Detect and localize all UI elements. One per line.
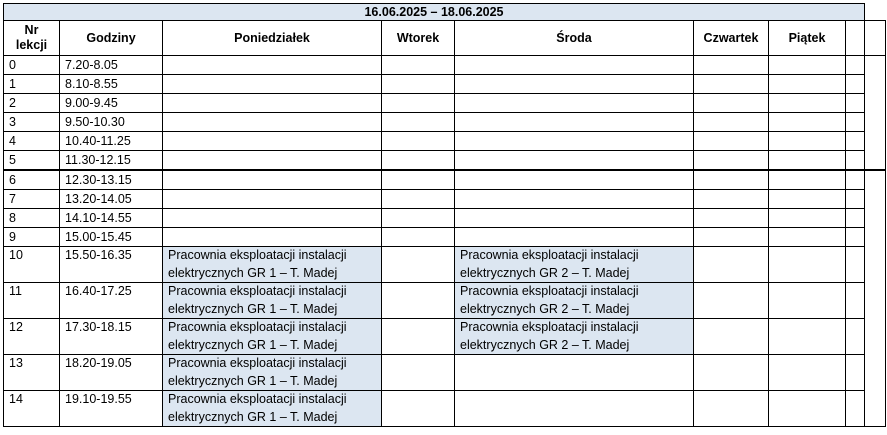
extra-cell-1 [846, 75, 865, 94]
cell-sroda: Pracownia eksploatacji instalacji elektrycznych GR 2 – T. Madej [455, 319, 694, 355]
extra-cell-1 [846, 355, 865, 391]
lesson-number: 0 [4, 56, 60, 75]
cell-wtorek [382, 190, 455, 209]
extra-col-2 [865, 21, 886, 56]
lesson-hours: 9.00-9.45 [60, 94, 163, 113]
table-row [4, 190, 886, 209]
header-sroda: Środa [455, 21, 694, 56]
lesson-number: 3 [4, 113, 60, 132]
lesson-hours: 8.10-8.55 [60, 75, 163, 94]
cell-sroda [455, 132, 694, 151]
table-row [4, 209, 886, 228]
cell-sroda: Pracownia eksploatacji instalacji elektrycznych GR 2 – T. Madej [455, 247, 694, 283]
header-godziny: Godziny [60, 21, 163, 56]
cell-czwartek [694, 247, 769, 283]
date-row [4, 4, 886, 21]
cell-poniedzialek: Pracownia eksploatacji instalacji elektrycznych GR 1 – T. Madej [163, 247, 382, 283]
cell-czwartek [694, 75, 769, 94]
extra-col-1 [846, 21, 865, 56]
cell-piatek [769, 151, 846, 171]
cell-czwartek [694, 209, 769, 228]
cell-czwartek [694, 190, 769, 209]
cell-czwartek [694, 56, 769, 75]
table-row [4, 228, 886, 247]
cell-sroda [455, 113, 694, 132]
header-poniedzialek: Poniedziałek [163, 21, 382, 56]
cell-wtorek [382, 391, 455, 427]
cell-czwartek [694, 132, 769, 151]
cell-sroda [455, 56, 694, 75]
cell-wtorek [382, 170, 455, 190]
cell-sroda [455, 190, 694, 209]
cell-piatek [769, 113, 846, 132]
header-nr: Nr lekcji [4, 21, 60, 56]
cell-piatek [769, 94, 846, 113]
extra-cell-2 [865, 170, 886, 427]
lesson-number: 10 [4, 247, 60, 283]
lesson-hours: 12.30-13.15 [60, 170, 163, 190]
cell-poniedzialek [163, 113, 382, 132]
cell-poniedzialek [163, 75, 382, 94]
cell-piatek [769, 391, 846, 427]
lesson-hours: 19.10-19.55 [60, 391, 163, 427]
header-wtorek: Wtorek [382, 21, 455, 56]
lesson-number: 6 [4, 170, 60, 190]
cell-wtorek [382, 94, 455, 113]
header-czwartek: Czwartek [694, 21, 769, 56]
lesson-number: 2 [4, 94, 60, 113]
header-piatek: Piątek [769, 21, 846, 56]
cell-poniedzialek [163, 94, 382, 113]
cell-czwartek [694, 170, 769, 190]
timetable-body [4, 4, 886, 427]
cell-wtorek [382, 151, 455, 171]
cell-piatek [769, 190, 846, 209]
cell-wtorek [382, 132, 455, 151]
cell-sroda [455, 391, 694, 427]
table-row [4, 94, 886, 113]
cell-poniedzialek [163, 56, 382, 75]
cell-piatek [769, 75, 846, 94]
cell-piatek [769, 209, 846, 228]
lesson-hours: 18.20-19.05 [60, 355, 163, 391]
extra-cell-1 [846, 391, 865, 427]
table-row [4, 113, 886, 132]
cell-poniedzialek [163, 190, 382, 209]
cell-sroda [455, 75, 694, 94]
lesson-hours: 10.40-11.25 [60, 132, 163, 151]
lesson-number: 8 [4, 209, 60, 228]
cell-poniedzialek [163, 151, 382, 171]
cell-piatek [769, 283, 846, 319]
cell-wtorek [382, 209, 455, 228]
table-row [4, 170, 886, 190]
cell-piatek [769, 319, 846, 355]
cell-poniedzialek [163, 209, 382, 228]
extra-cell-1 [846, 170, 865, 190]
cell-piatek [769, 170, 846, 190]
table-row [4, 151, 886, 171]
lesson-number: 11 [4, 283, 60, 319]
lesson-hours: 17.30-18.15 [60, 319, 163, 355]
cell-wtorek [382, 228, 455, 247]
extra-cell-1 [846, 319, 865, 355]
cell-czwartek [694, 355, 769, 391]
timetable-sheet [3, 3, 886, 427]
cell-poniedzialek: Pracownia eksploatacji instalacji elektrycznych GR 1 – T. Madej [163, 391, 382, 427]
lesson-hours: 9.50-10.30 [60, 113, 163, 132]
lesson-number: 9 [4, 228, 60, 247]
extra-cell-1 [846, 247, 865, 283]
cell-wtorek [382, 355, 455, 391]
cell-poniedzialek: Pracownia eksploatacji instalacji elektrycznych GR 1 – T. Madej [163, 355, 382, 391]
cell-poniedzialek: Pracownia eksploatacji instalacji elektrycznych GR 1 – T. Madej [163, 283, 382, 319]
extra-cell-1 [846, 56, 865, 75]
cell-sroda [455, 355, 694, 391]
cell-sroda [455, 151, 694, 171]
table-row [4, 75, 886, 94]
cell-piatek [769, 56, 846, 75]
cell-piatek [769, 355, 846, 391]
cell-wtorek [382, 247, 455, 283]
lesson-hours: 15.00-15.45 [60, 228, 163, 247]
lesson-number: 5 [4, 151, 60, 171]
cell-czwartek [694, 228, 769, 247]
cell-czwartek [694, 283, 769, 319]
cell-piatek [769, 247, 846, 283]
header-row [4, 21, 886, 56]
cell-sroda: Pracownia eksploatacji instalacji elektrycznych GR 2 – T. Madej [455, 283, 694, 319]
table-row [4, 132, 886, 151]
extra-cell-1 [846, 190, 865, 209]
lesson-number: 12 [4, 319, 60, 355]
cell-wtorek [382, 283, 455, 319]
cell-wtorek [382, 319, 455, 355]
extra-cell-1 [846, 113, 865, 132]
date-range: 16.06.2025 – 18.06.2025 [4, 4, 865, 21]
cell-czwartek [694, 319, 769, 355]
lesson-hours: 14.10-14.55 [60, 209, 163, 228]
extra-cell-1 [846, 283, 865, 319]
table-row [4, 283, 886, 319]
extra-cell-1 [846, 132, 865, 151]
lesson-number: 4 [4, 132, 60, 151]
cell-piatek [769, 132, 846, 151]
cell-poniedzialek: Pracownia eksploatacji instalacji elektrycznych GR 1 – T. Madej [163, 319, 382, 355]
lesson-number: 1 [4, 75, 60, 94]
extra-cell-1 [846, 94, 865, 113]
timetable [3, 3, 886, 427]
cell-poniedzialek [163, 132, 382, 151]
extra-cell-2 [865, 56, 886, 171]
cell-piatek [769, 228, 846, 247]
cell-czwartek [694, 151, 769, 171]
blank-cell [865, 4, 886, 21]
extra-cell-1 [846, 209, 865, 228]
cell-czwartek [694, 94, 769, 113]
cell-poniedzialek [163, 170, 382, 190]
lesson-number: 7 [4, 190, 60, 209]
lesson-hours: 11.30-12.15 [60, 151, 163, 171]
lesson-hours: 7.20-8.05 [60, 56, 163, 75]
lesson-hours: 16.40-17.25 [60, 283, 163, 319]
lesson-number: 13 [4, 355, 60, 391]
extra-cell-1 [846, 228, 865, 247]
cell-sroda [455, 170, 694, 190]
lesson-hours: 15.50-16.35 [60, 247, 163, 283]
cell-czwartek [694, 391, 769, 427]
cell-poniedzialek [163, 228, 382, 247]
table-row [4, 247, 886, 283]
table-row [4, 355, 886, 391]
cell-wtorek [382, 56, 455, 75]
cell-czwartek [694, 113, 769, 132]
cell-wtorek [382, 75, 455, 94]
cell-sroda [455, 94, 694, 113]
lesson-hours: 13.20-14.05 [60, 190, 163, 209]
cell-wtorek [382, 113, 455, 132]
table-row [4, 56, 886, 75]
cell-sroda [455, 209, 694, 228]
table-row [4, 391, 886, 427]
extra-cell-1 [846, 151, 865, 171]
lesson-number: 14 [4, 391, 60, 427]
table-row [4, 319, 886, 355]
cell-sroda [455, 228, 694, 247]
